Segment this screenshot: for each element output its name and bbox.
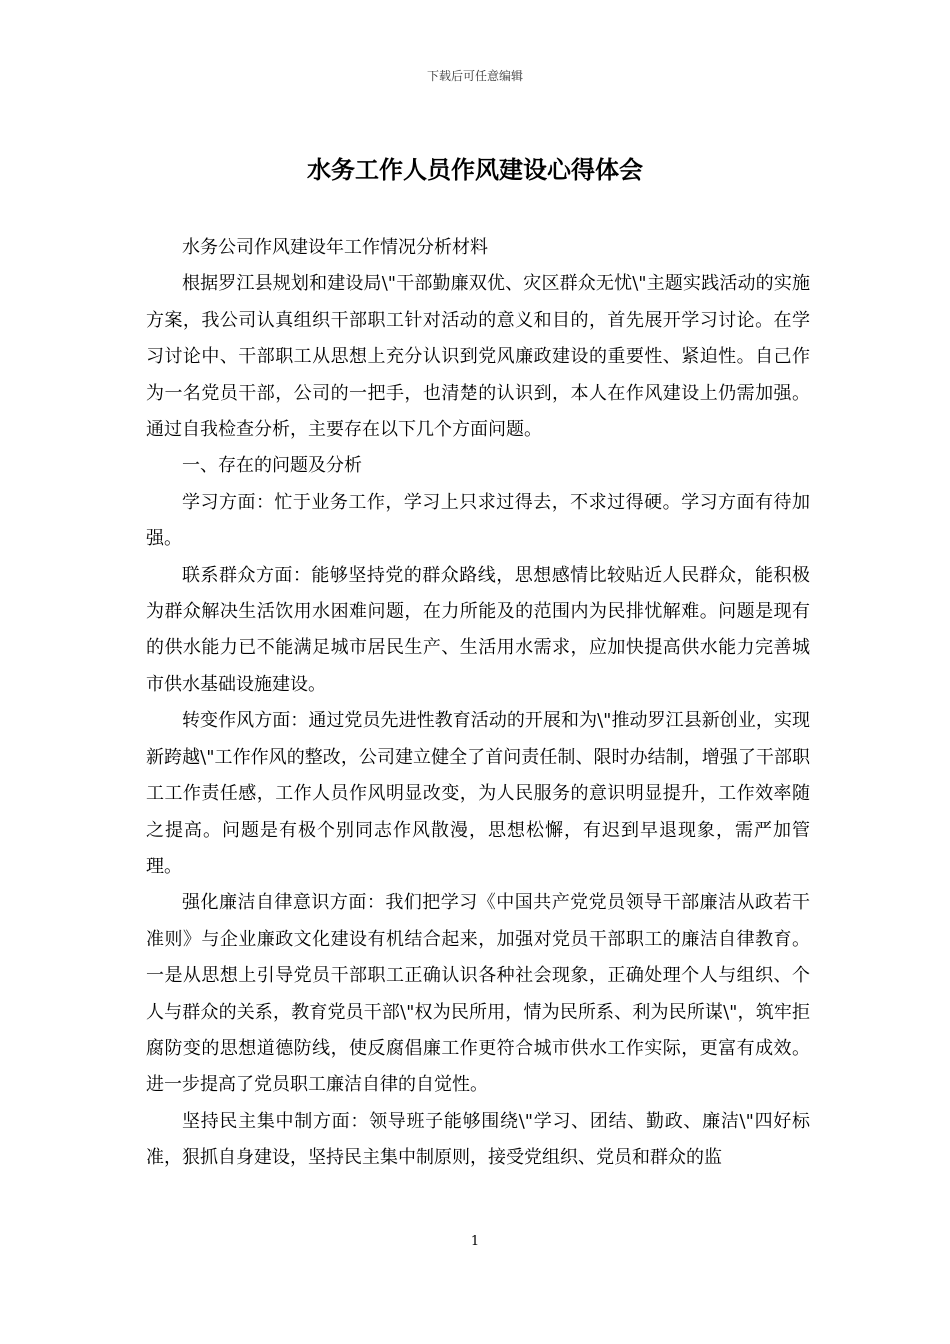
paragraph-study: 学习方面：忙于业务工作，学习上只求过得去，不求过得硬。学习方面有待加强。 (146, 491, 810, 550)
page-number: 1 (470, 1234, 480, 1249)
document-body (146, 230, 810, 1177)
paragraph-intro: 根据罗江县规划和建设局\"干部勤廉双优、灾区群众无忧\"主题实践活动的实施方案，我公司认真组织干部职工针对活动的意义和目的，首先展开学习讨论。在学习讨论中、干部职工从思想上充分认识到党风廉政建设的重要性、紧迫性。自己作为一名党员干部，公司的一把手，也清楚的认识到，本人在作风建设上仍需加强。通过自我检查分析，主要存在以下几个方面问题。 (146, 273, 810, 441)
section-heading: 一、存在的问题及分析 (182, 455, 362, 477)
paragraph-integrity: 强化廉洁自律意识方面：我们把学习《中国共产党党员领导干部廉洁从政若干准则》与企业廉政文化建设有机结合起来，加强对党员干部职工的廉洁自律教育。一是从思想上引导党员干部职工正确认识各种社会现象，正确处理个人与组织、个人与群众的关系，教育党员干部\"权为民所用，情为民所系、利为民所谋\"，筑牢拒腐防变的思想道德防线，使反腐倡廉工作更符合城市供水工作实际，更富有成效。进一步提高了党员职工廉洁自律的自觉性。 (146, 892, 810, 1096)
paragraph-subtitle: 水务公司作风建设年工作情况分析材料 (182, 237, 488, 258)
paragraph-masses: 联系群众方面：能够坚持党的群众路线，思想感情比较贴近人民群众，能积极为群众解决生活饮用水困难问题，在力所能及的范围内为民排忧解难。问题是现有的供水能力已不能满足城市居民生产、生活用水需求，应加快提高供水能力完善城市供水基础设施建设。 (146, 564, 810, 695)
document-title: 水务工作人员作风建设心得体会 (307, 155, 643, 184)
paragraph-style: 转变作风方面：通过党员先进性教育活动的开展和为\"推动罗江县新创业，实现新跨越\"工作作风的整改，公司建立健全了首问责任制、限时办结制，增强了干部职工工作责任感，工作人员作风明显改变，为人民服务的意识明显提升，工作效率随之提高。问题是有极个别同志作风散漫，思想松懈，有迟到早退现象，需严加管理。 (146, 710, 810, 877)
header-note: 下载后可任意编辑 (426, 69, 523, 83)
paragraph-democracy: 坚持民主集中制方面：领导班子能够围绕\"学习、团结、勤政、廉洁\"四好标准，狠抓自身建设，坚持民主集中制原则，接受党组织、党员和群众的监 (146, 1110, 810, 1169)
